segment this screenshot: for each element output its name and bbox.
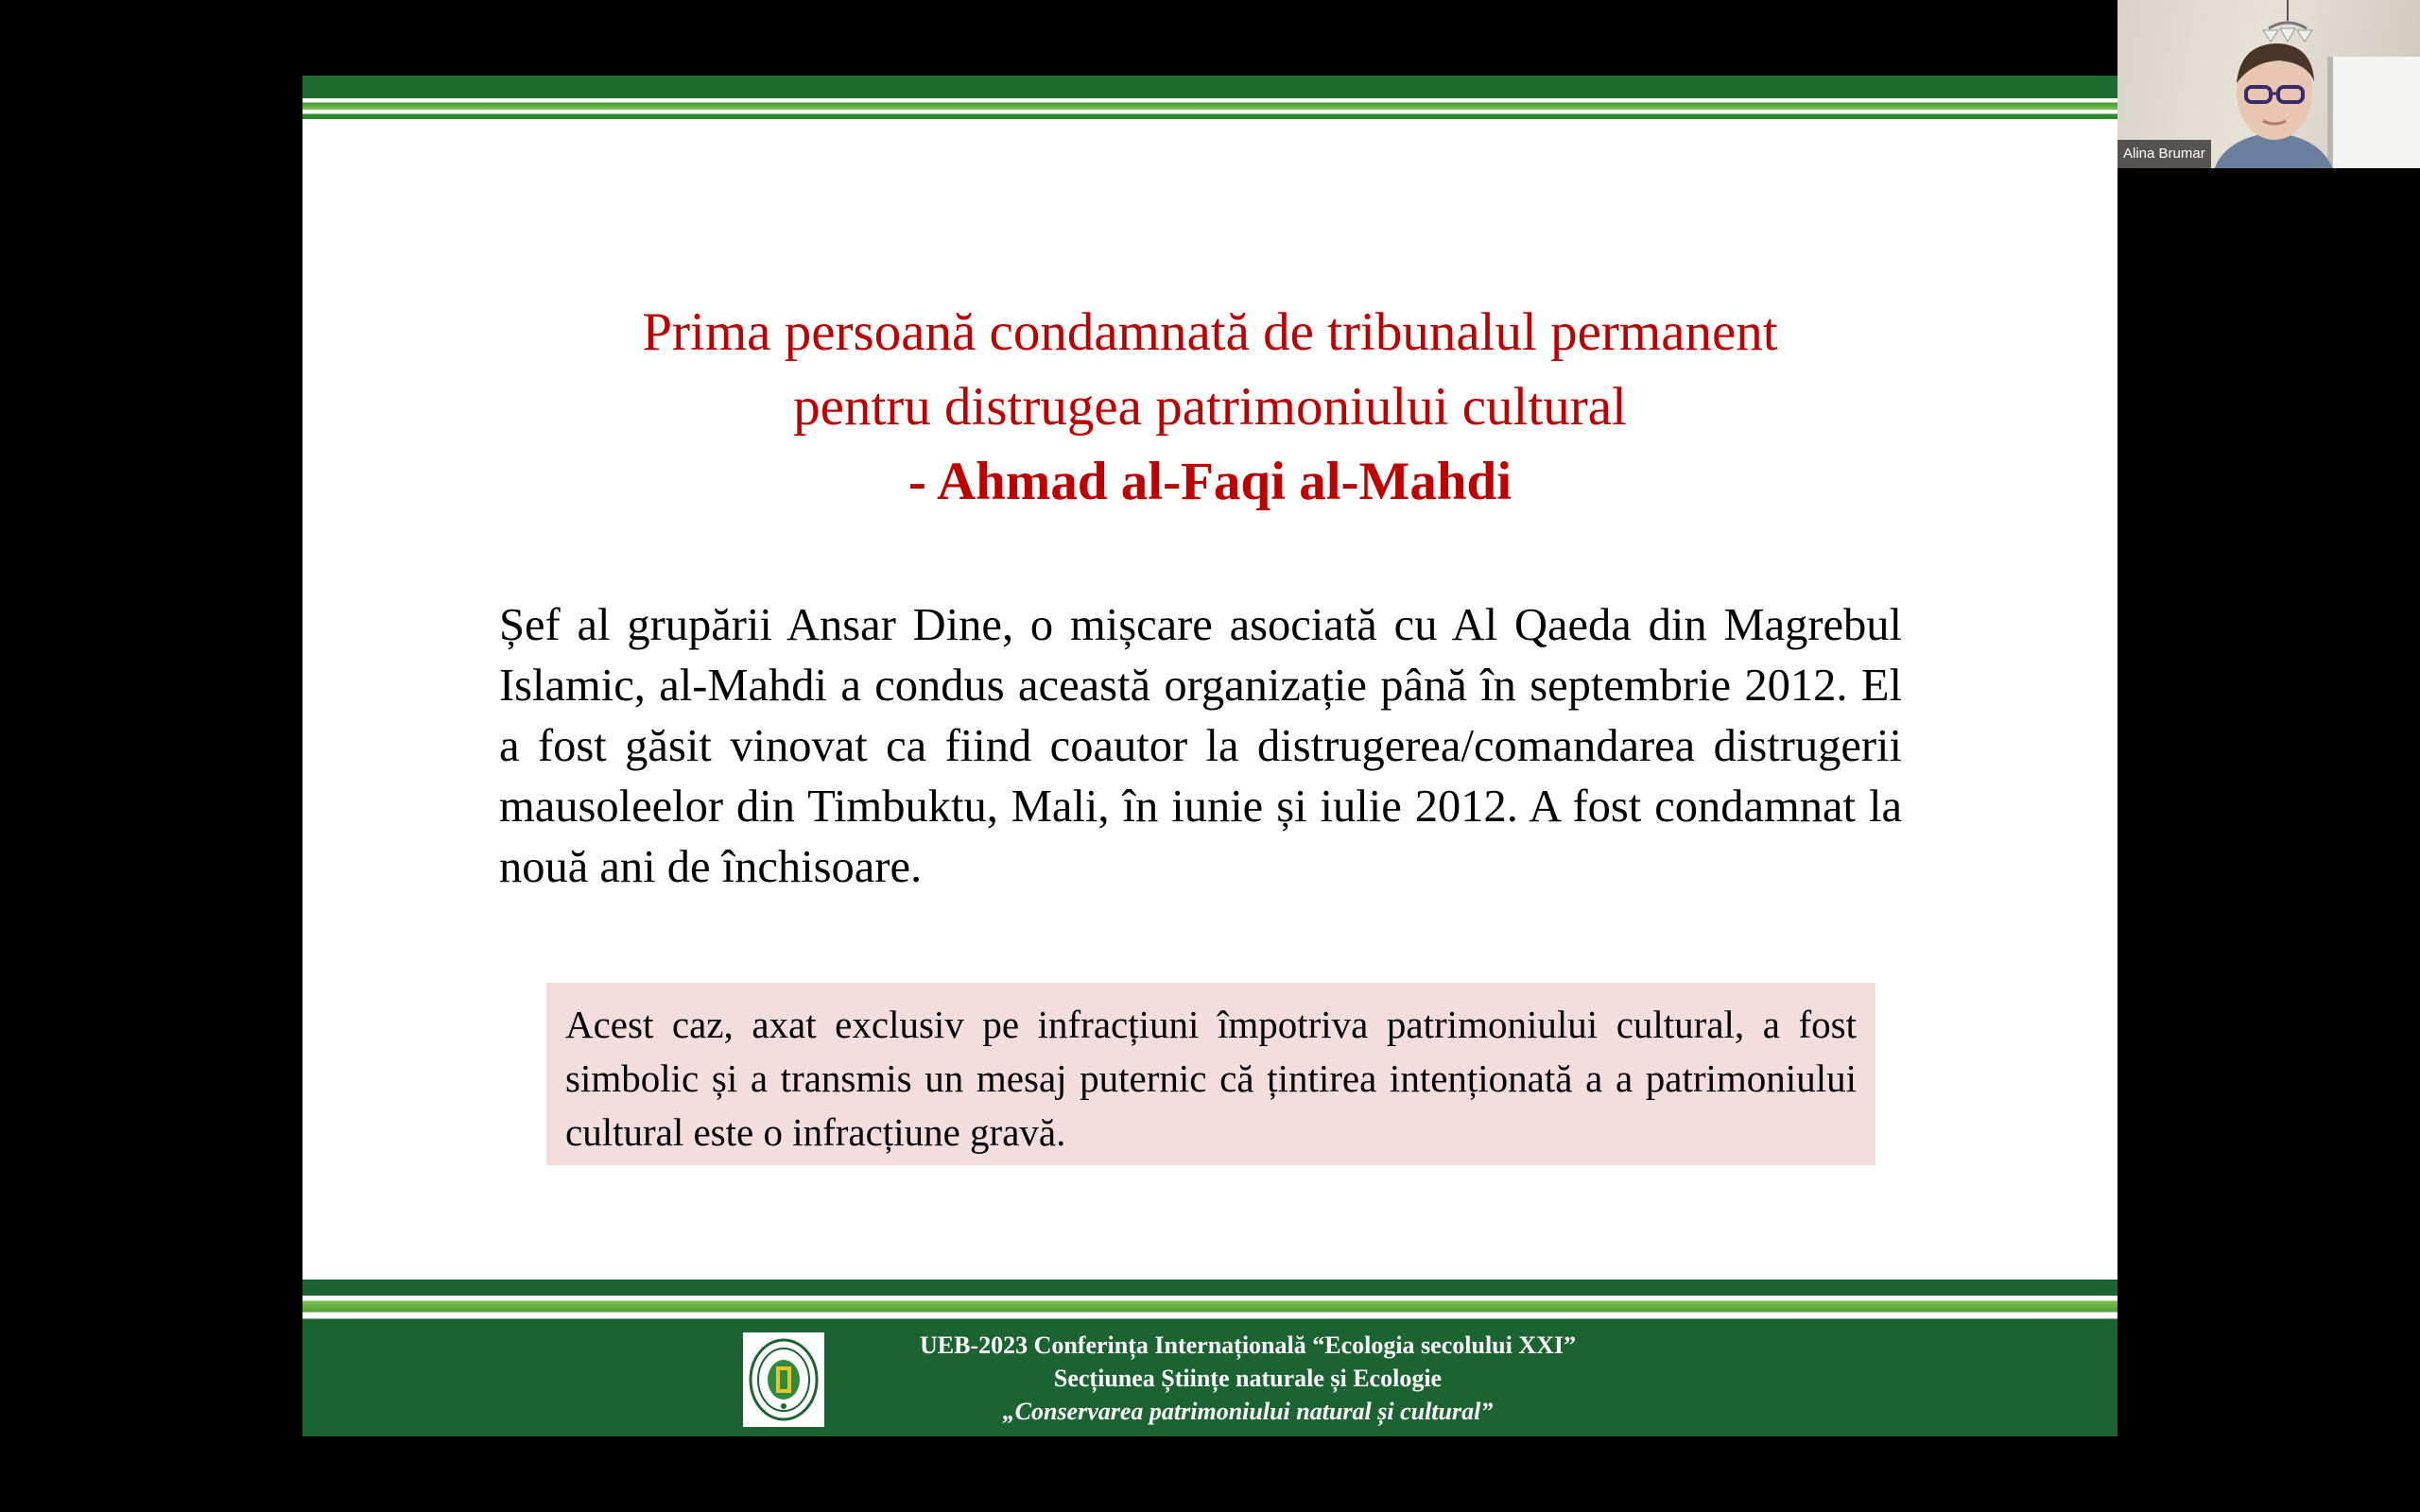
participant-avatar xyxy=(2193,34,2354,168)
slide-body-paragraph: Șef al grupării Ansar Dine, o mișcare asociată cu Al Qaeda din Magrebul Islamic, al-Mahdi a condus această organizație până în septembrie 2012. El a fost găsit vinovat ca fiind coautor la distrugerea/comandarea distrugerii mausoleelor din Timbuktu, Mali, în iunie și iulie 2012. A fost condamnat la nouă ani de închisoare. xyxy=(499,600,1902,892)
highlight-note-text: Acest caz, axat exclusiv pe infracțiuni împotriva patrimoniului cultural, a fost simbolic și a transmis un mesaj puternic că țintirea intenționată a a patrimoniului cultural este o infracțiune gravă. xyxy=(565,1003,1857,1154)
slide-title-line-1: Prima persoană condamnată de tribunalul permanent xyxy=(642,302,1778,362)
participant-name-label: Alina Brumar xyxy=(2118,140,2211,168)
footer-conference-text xyxy=(832,1329,1664,1428)
highlight-note-box xyxy=(546,983,1876,1165)
slide-title xyxy=(302,295,2118,519)
footer-line-1: UEB-2023 Conferința Internațională “Ecologia secolului XXI” xyxy=(919,1332,1577,1359)
participant-video-tile[interactable] xyxy=(2118,0,2420,168)
slide-header-band xyxy=(302,76,2118,119)
shared-slide xyxy=(302,76,2118,1436)
footer-line-2: Secțiunea Științe naturale și Ecologie xyxy=(1053,1365,1443,1392)
slide-title-line-2: pentru distrugea patrimoniului cultural xyxy=(793,377,1627,437)
slide-footer-band xyxy=(302,1280,2118,1436)
footer-line-3: „Conservarea patrimoniului natural și cultural” xyxy=(1002,1398,1494,1425)
footer-stripes xyxy=(302,1280,2118,1332)
university-seal-icon xyxy=(743,1332,824,1427)
slide-title-name: - Ahmad al-Faqi al-Mahdi xyxy=(908,452,1512,511)
